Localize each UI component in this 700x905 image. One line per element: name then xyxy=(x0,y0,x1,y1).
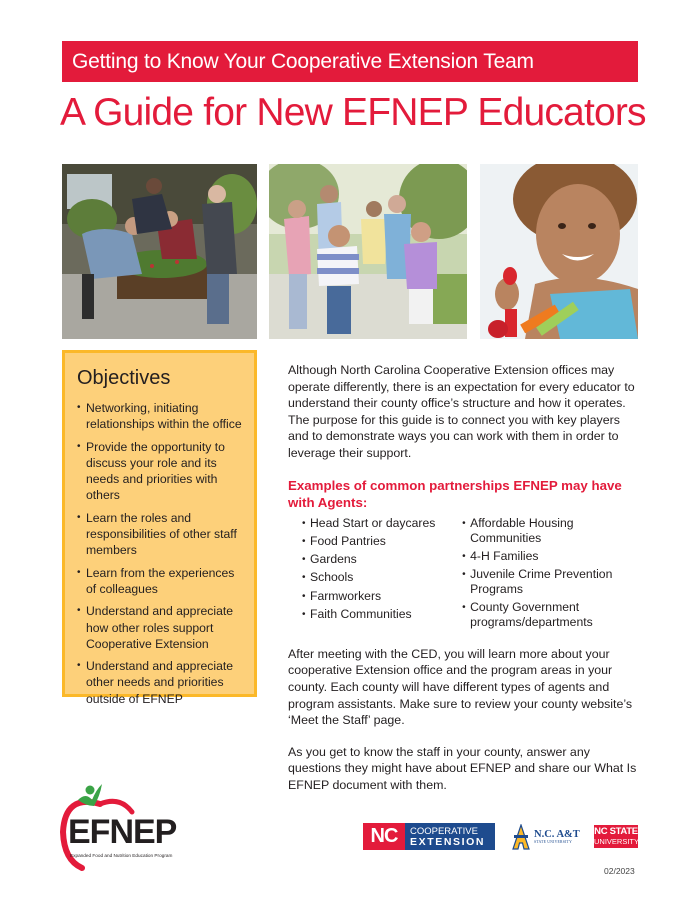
nc-cooperative-extension-logo xyxy=(363,823,495,850)
objectives-list xyxy=(77,400,244,707)
partnership-item: • Schools xyxy=(302,570,462,585)
girl-with-vegetables-photo xyxy=(480,164,638,339)
objective-item: • Understand and appreciate other needs and priorities outside of EFNEP xyxy=(77,658,244,707)
ncstate-line2: UNIVERSITY xyxy=(594,837,640,846)
partnership-item: • Farmworkers xyxy=(302,589,462,604)
objective-item: • Understand and appreciate how other roles support Cooperative Extension xyxy=(77,603,244,652)
extension-line2: EXTENSION xyxy=(410,835,486,848)
family-walking-photo xyxy=(269,164,467,339)
publication-date: 02/2023 xyxy=(604,866,635,876)
ced-paragraph: After meeting with the CED, you will learn more about your cooperative Extension office and the program areas in your county. Each county will have different types of agents and program assistants. Make sure to review your county website’s ‘Meet the Staff’ page. xyxy=(288,646,633,728)
community-gardening-photo xyxy=(62,164,257,339)
objective-item: • Learn from the experiences of colleagues xyxy=(77,565,244,598)
partnership-item: • County Government programs/departments xyxy=(462,600,640,630)
partnerships-right-list xyxy=(462,516,640,634)
page-title: A Guide for New EFNEP Educators xyxy=(60,91,646,134)
main-content xyxy=(288,362,640,809)
partnership-item: • Head Start or daycares xyxy=(302,516,462,531)
partnership-item: • Gardens xyxy=(302,552,462,567)
efnep-tagline: Expanded Food and Nutrition Education Program xyxy=(70,853,173,858)
extension-line1: COOPERATIVE xyxy=(410,825,478,837)
nc-mark: NC xyxy=(363,823,405,850)
partnership-item: • Juvenile Crime Prevention Programs xyxy=(462,567,640,597)
efnep-logo xyxy=(60,782,190,872)
objectives-heading: Objectives xyxy=(77,367,171,389)
partnership-item: • Food Pantries xyxy=(302,534,462,549)
partnership-item: • Faith Communities xyxy=(302,607,462,622)
objectives-box xyxy=(62,350,257,706)
objective-item: • Networking, initiating relationships within the office xyxy=(77,400,244,433)
objective-item: • Learn the roles and responsibilities of other staff members xyxy=(77,510,244,559)
partnerships-left-list xyxy=(302,516,462,634)
objective-item: • Provide the opportunity to discuss your role and its needs and priorities with others xyxy=(77,439,244,504)
partnerships-heading: Examples of common partnerships EFNEP may have with Agents: xyxy=(288,477,622,510)
partnerships-lists xyxy=(302,516,640,634)
share-paragraph: As you get to know the staff in your county, answer any questions they might have about EFNEP and share our What Is EFNEP document with them. xyxy=(288,744,637,792)
ncat-text xyxy=(534,829,580,845)
ncat-logo xyxy=(512,823,580,851)
partnership-item: • 4-H Families xyxy=(462,549,640,564)
intro-paragraph: Although North Carolina Cooperative Extension offices may operate differently, there is an expectation for every educator to understand their county office’s structure and how it operates. The purpose for this guide is to connect you with key players and to demonstrate ways you can work with them in order to leverage their support. xyxy=(288,363,635,460)
subtitle-banner: Getting to Know Your Cooperative Extension Team xyxy=(62,41,638,82)
extension-mark xyxy=(405,823,495,850)
efnep-wordmark: EFNEP xyxy=(68,813,177,851)
partnership-item: • Affordable Housing Communities xyxy=(462,516,640,546)
ncstate-logo xyxy=(594,825,638,848)
aggie-a-icon xyxy=(512,824,530,850)
ncat-line2: STATE UNIVERSITY xyxy=(534,840,573,844)
ncstate-line1: NC STATE xyxy=(594,826,638,837)
ncat-line1: N.C. A&T xyxy=(534,829,580,840)
